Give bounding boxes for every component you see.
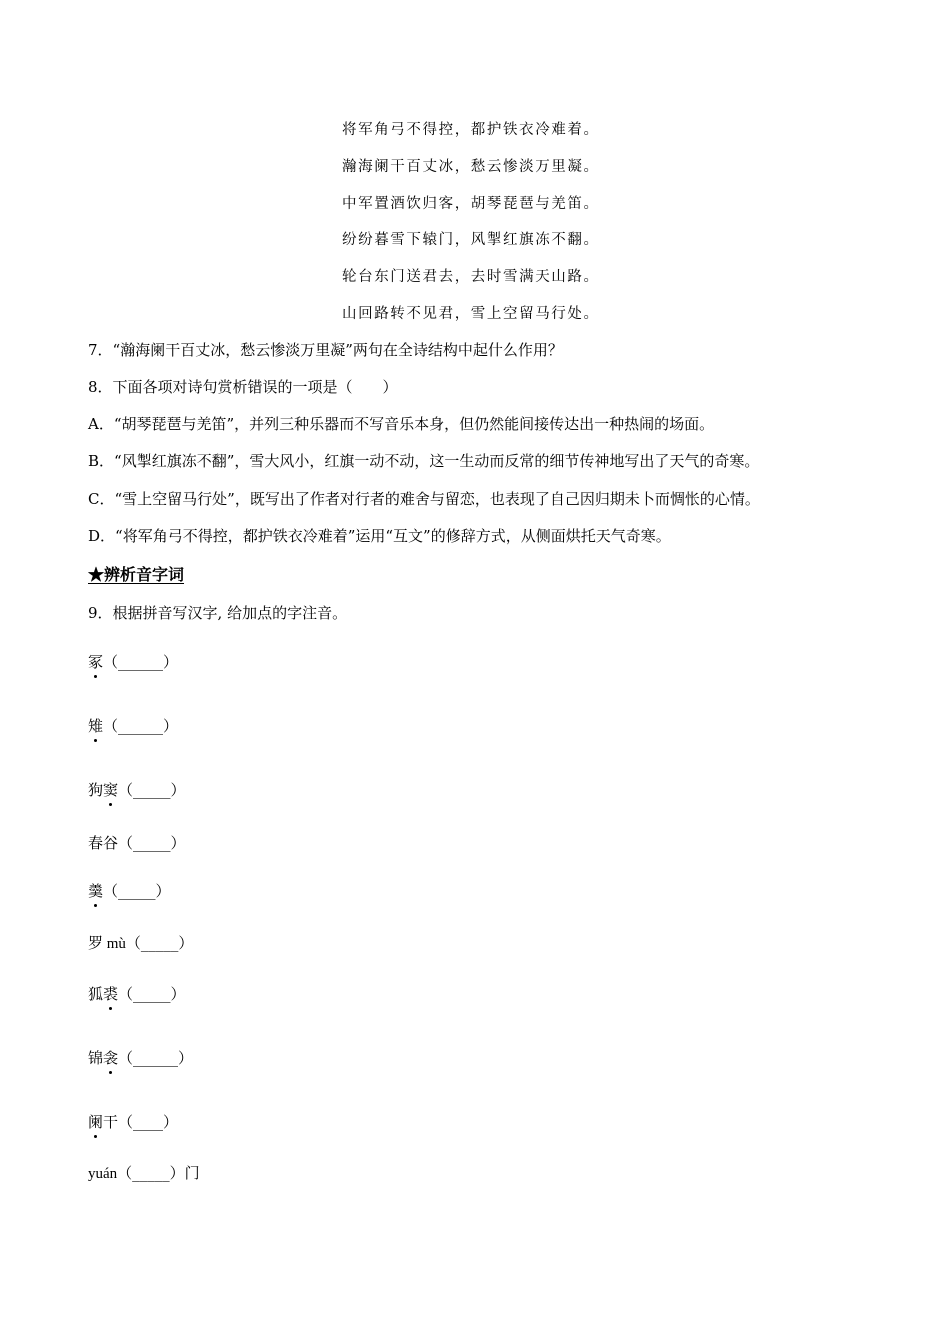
poem-line: 轮台东门送君去，去时雪满天山路。 xyxy=(342,269,600,286)
poem-line: 山回路转不见君，雪上空留马行处。 xyxy=(342,305,600,322)
dotted-char: 窦 xyxy=(103,781,119,799)
question-8: 8．下面各项对诗句赏析错误的一项是（ ） xyxy=(88,378,398,396)
answer-blank: （_____） xyxy=(118,834,186,852)
item-prefix: 锦 xyxy=(88,1049,104,1067)
pinyin-item xyxy=(88,1047,193,1069)
section-title: ★辨析音字词 xyxy=(88,565,185,584)
item-prefix: 狐 xyxy=(88,985,104,1003)
question-9: 9．根据拼音写汉字, 给加点的字注音。 xyxy=(88,604,348,622)
dotted-char: 雉 xyxy=(88,717,104,735)
poem-line: 将军角弓不得控，都护铁衣冷难着。 xyxy=(342,122,600,138)
poem-line: 中军置酒饮归客，胡琴琵琶与羌笛。 xyxy=(342,195,600,212)
option-b: B．“风掣红旗冻不翻”，雪大风小，红旗一动不动，这一生动而反常的细节传神地写出了天气的奇寒。 xyxy=(88,452,760,470)
pinyin-item xyxy=(88,983,186,1005)
dotted-char: 羹 xyxy=(88,882,104,900)
item-suffix: 春谷 xyxy=(88,834,119,852)
option-a: A．“胡琴琵琶与羌笛”，并列三种乐器而不写音乐本身，但仍然能间接传达出一种热闹的场面。 xyxy=(88,415,715,433)
answer-blank: （______） xyxy=(103,717,179,735)
answer-blank: （_____） xyxy=(125,934,194,952)
pinyin-item xyxy=(88,651,178,673)
pinyin-item xyxy=(88,932,193,955)
pinyin-item xyxy=(88,832,186,854)
answer-blank: （_____） xyxy=(118,985,186,1003)
dotted-char: 裘 xyxy=(103,985,119,1003)
poem-line: 纷纷暮雪下辕门，风掣红旗冻不翻。 xyxy=(342,232,600,249)
dotted-char: 冢 xyxy=(88,653,104,671)
item-suffix: yuán xyxy=(88,1166,118,1182)
answer-blank: （_____） xyxy=(118,781,186,799)
item-suffix: 罗 mù xyxy=(88,936,126,952)
item-suffix: 干 xyxy=(103,1113,119,1131)
option-c: C．“雪上空留马行处”，既写出了作者对行者的难舍与留恋，也表现了自己因归期未卜而惆怅的心情。 xyxy=(88,490,760,508)
pinyin-item xyxy=(88,715,178,737)
dotted-char: 阑 xyxy=(88,1113,104,1131)
answer-blank: （____） xyxy=(118,1113,179,1131)
pinyin-item xyxy=(88,1162,200,1185)
pinyin-item xyxy=(88,880,171,902)
answer-blank: （______） xyxy=(103,653,179,671)
poem-line: 瀚海阑干百丈冰，愁云惨淡万里凝。 xyxy=(342,158,600,175)
option-d: D．“将军角弓不得控，都护铁衣冷难着”运用“互文”的修辞方式，从侧面烘托天气奇寒。 xyxy=(88,527,671,545)
answer-blank: （_____）门 xyxy=(117,1164,200,1182)
pinyin-item xyxy=(88,779,186,801)
answer-blank: （______） xyxy=(118,1049,194,1067)
question-7: 7．“瀚海阑干百丈冰，愁云惨淡万里凝”两句在全诗结构中起什么作用？ xyxy=(88,341,563,359)
item-prefix: 狗 xyxy=(88,781,104,799)
pinyin-item xyxy=(88,1111,178,1133)
poem-block xyxy=(342,118,682,339)
answer-blank: （_____） xyxy=(103,882,171,900)
dotted-char: 衾 xyxy=(103,1049,119,1067)
